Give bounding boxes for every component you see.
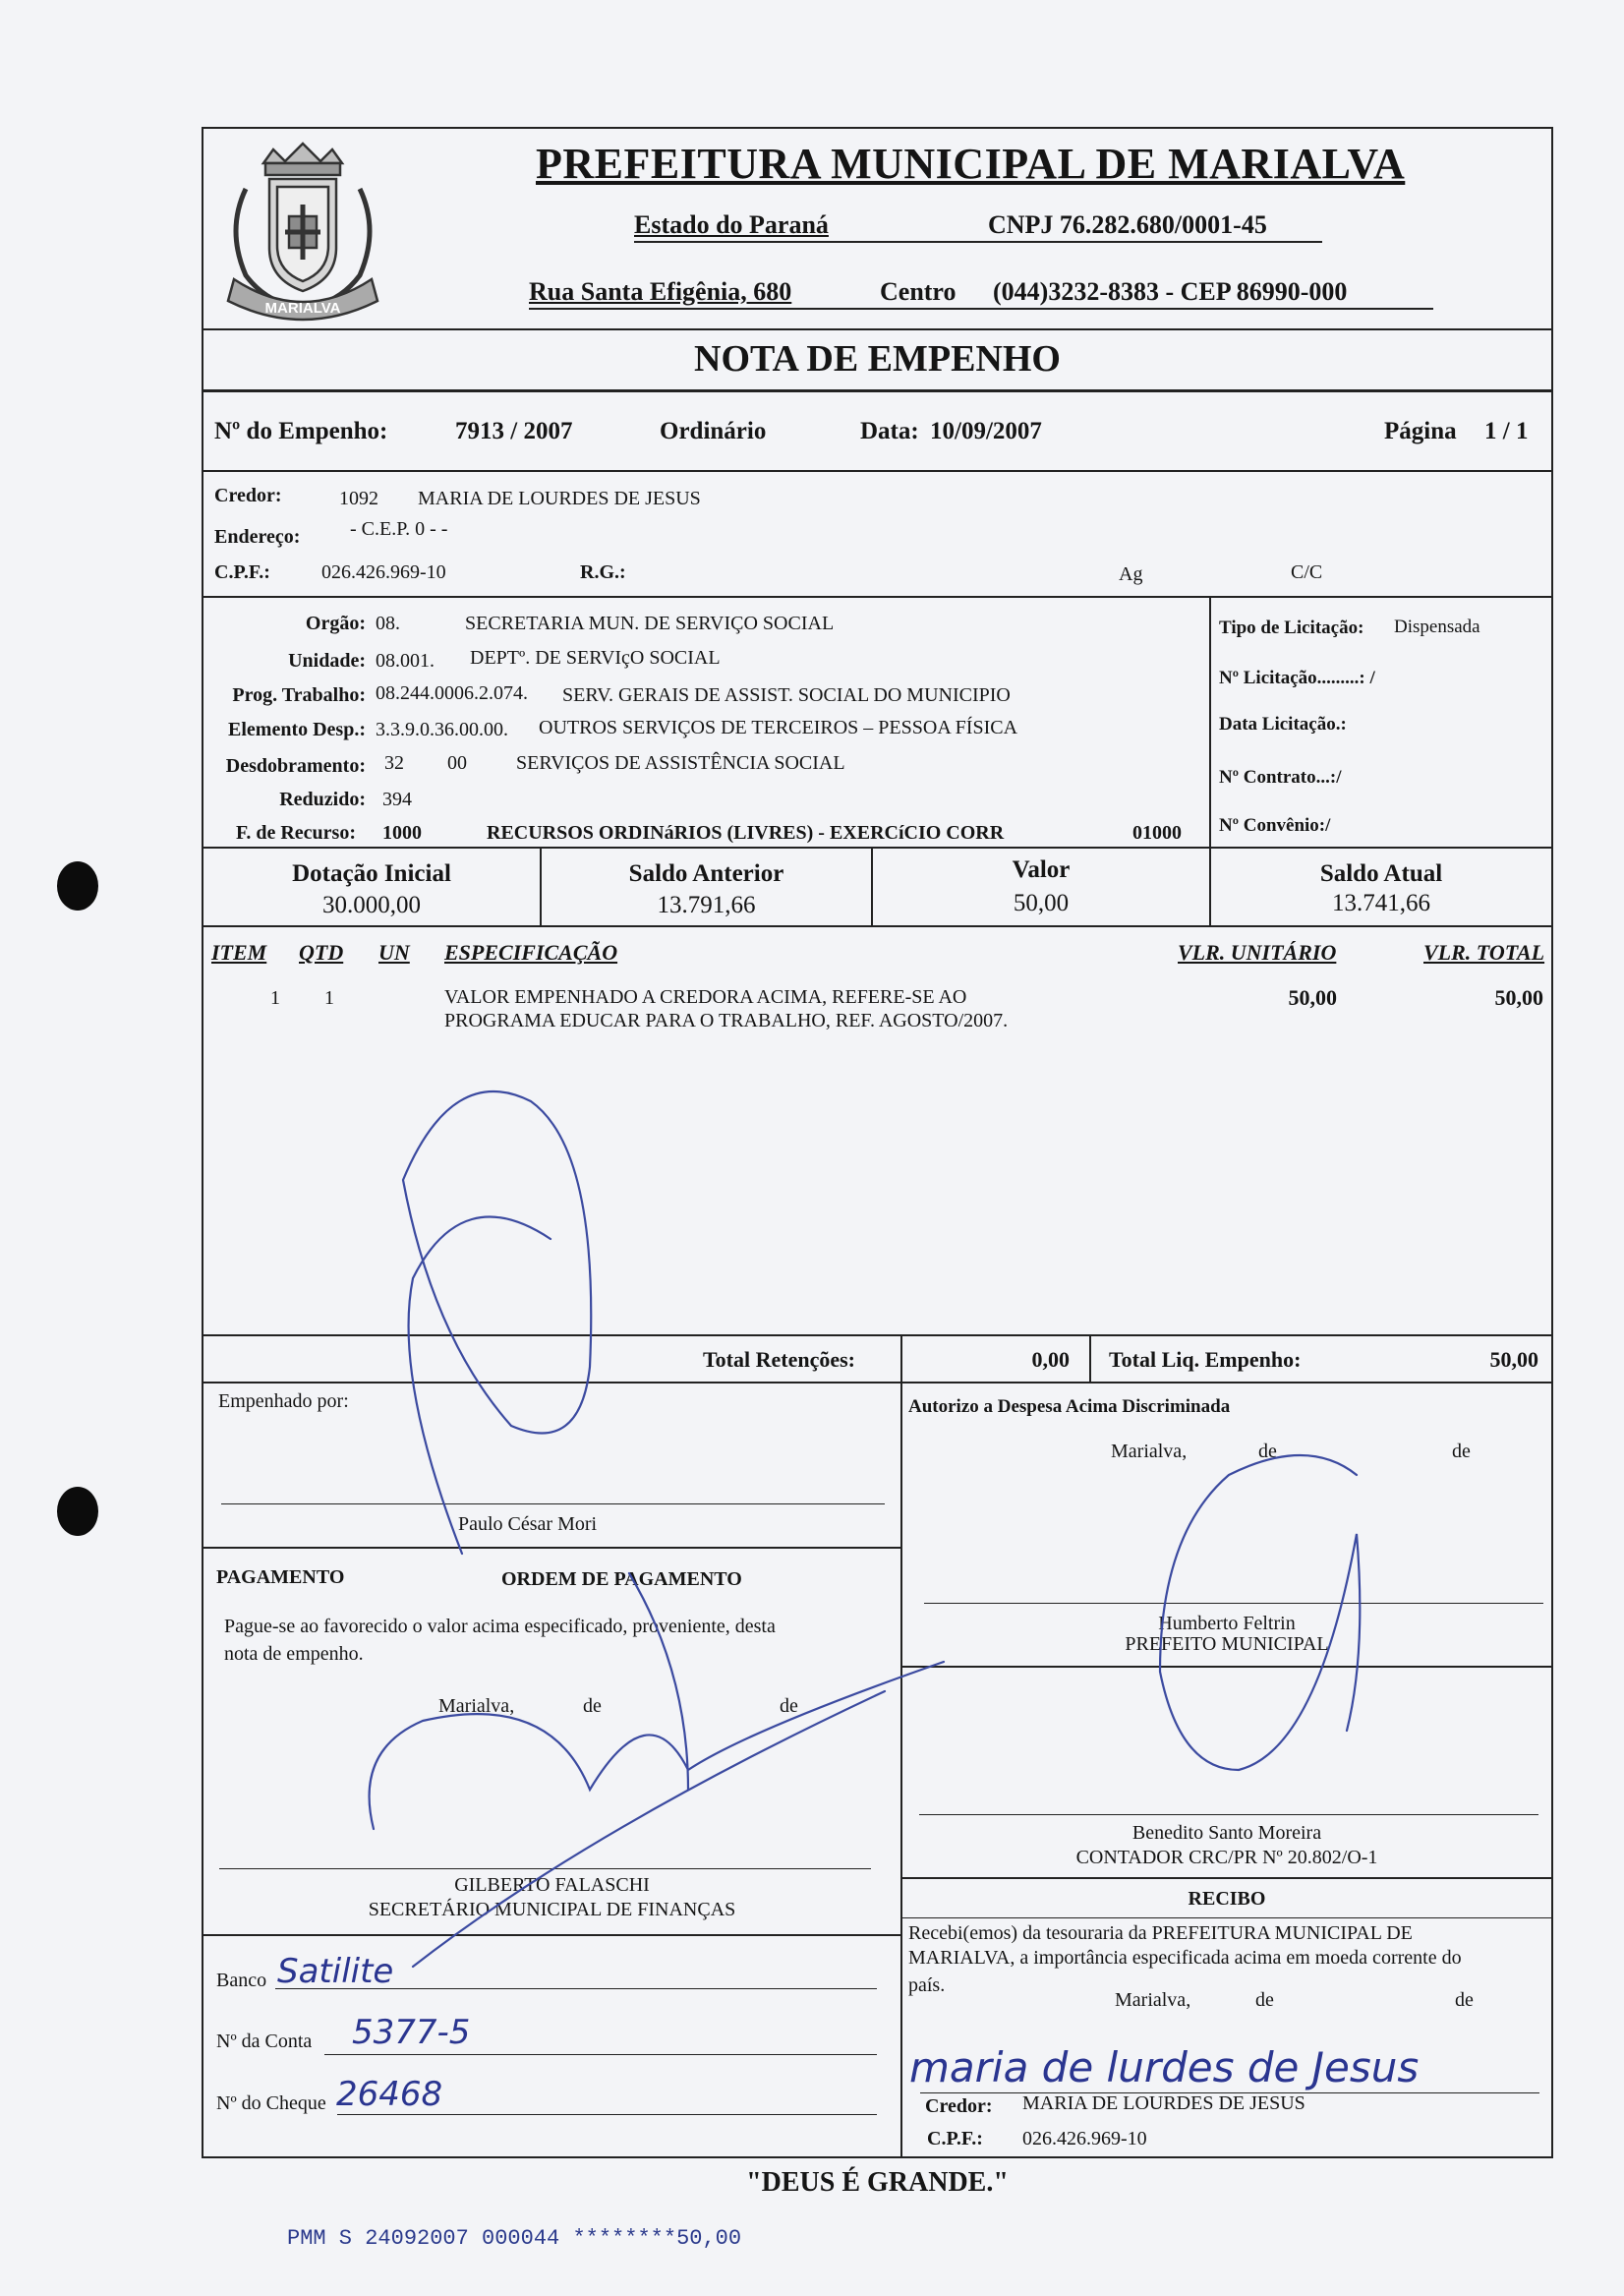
pagamento-signature-stroke [370,1573,944,1967]
banco-label: Banco [216,1970,267,1991]
orgao-label: Orgão: [305,613,366,634]
contrato-number: Nº Contrato...:/ [1219,767,1342,788]
item-number: 1 [270,987,280,1009]
reduzido-value: 394 [382,789,412,810]
pagamento-de1: de [583,1695,602,1717]
prefeito-name: Humberto Feltrin [1158,1613,1296,1634]
contador-title: CONTADOR CRC/PR Nº 20.802/O-1 [1075,1847,1378,1868]
items-header-unit: VLR. UNITÁRIO [1178,940,1337,965]
item-qtd: 1 [324,987,334,1009]
dotacao-inicial-label: Dotação Inicial [292,860,451,887]
pagamento-de2: de [780,1695,798,1717]
document-title: NOTA DE EMPENHO [694,338,1061,380]
footer-motto: "DEUS É GRANDE." [746,2167,1009,2198]
item-spec-line2: PROGRAMA EDUCAR PARA O TRABALHO, REF. AGOSTO/2007. [444,1010,1009,1031]
recibo-line3: país. [908,1974,946,1996]
cc-label: C/C [1291,561,1323,583]
dotacao-inicial-value: 30.000,00 [322,892,421,918]
empenhado-signature-stroke [403,1091,591,1554]
item-spec-line1: VALOR EMPENHADO A CREDORA ACIMA, REFERE-SE AO [444,986,967,1008]
liquido-label: Total Liq. Empenho: [1109,1347,1302,1372]
recibo-line1: Recebi(emos) da tesouraria da PREFEITURA MUNICIPAL DE [908,1922,1413,1944]
pagamento-city: Marialva, [438,1695,515,1717]
recibo-credor-label: Credor: [925,2095,993,2117]
pagamento-signer-title: SECRETÁRIO MUNICIPAL DE FINANÇAS [368,1899,736,1920]
licitacao-date: Data Licitação.: [1219,714,1347,735]
rg-label: R.G.: [580,561,626,583]
credor-name: MARIA DE LOURDES DE JESUS [418,488,701,509]
prefeito-signature-stroke [1160,1455,1360,1770]
items-header-espec: ESPECIFICAÇÃO [444,940,618,965]
printer-line: PMM S 24092007 000044 ********50,00 [287,2226,742,2251]
unidade-code: 08.001. [376,650,435,672]
item-total-value: 50,00 [1494,985,1543,1010]
municipality-title: PREFEITURA MUNICIPAL DE MARIALVA [536,140,1406,188]
autorizo-city: Marialva, [1111,1441,1188,1462]
orgao-code: 08. [376,613,400,634]
page-label: Página [1384,418,1457,444]
unidade-desc: DEPTº. DE SERVIçO SOCIAL [470,647,721,669]
licitacao-type-value: Dispensada [1394,617,1480,637]
page-value: 1 / 1 [1484,418,1529,444]
recibo-credor-name: MARIA DE LOURDES DE JESUS [1022,2092,1305,2114]
autorizo-label: Autorizo a Despesa Acima Discriminada [908,1396,1231,1417]
autorizo-de1: de [1258,1441,1277,1462]
phone-cep: (044)3232-8383 - CEP 86990-000 [993,277,1348,306]
elemento-label: Elemento Desp.: [228,719,366,740]
desdobramento-desc: SERVIÇOS DE ASSISTÊNCIA SOCIAL [516,752,845,774]
desdobramento-label: Desdobramento: [225,755,366,777]
unidade-label: Unidade: [288,650,366,672]
valor-label: Valor [1012,856,1071,883]
recibo-de2: de [1455,1989,1474,2011]
neighborhood: Centro [880,277,957,306]
state-name: Estado do Paraná [634,210,829,239]
saldo-anterior-value: 13.791,66 [657,892,756,918]
recibo-de1: de [1255,1989,1274,2011]
empenho-number: 7913 / 2007 [455,418,573,444]
licitacao-type-label: Tipo de Licitação: [1219,618,1364,638]
saldo-anterior-label: Saldo Anterior [628,860,784,887]
reduzido-label: Reduzido: [279,789,366,810]
retencoes-label: Total Retenções: [703,1347,855,1372]
elemento-code: 3.3.9.0.36.00.00. [376,719,508,740]
recibo-signature: maria de lurdes de Jesus [909,2043,1420,2091]
svg-text:MARIALVA: MARIALVA [264,300,341,317]
desdobramento-code2: 00 [447,752,467,774]
endereco-label: Endereço: [214,526,301,548]
ordem-pagamento-label: ORDEM DE PAGAMENTO [501,1568,742,1590]
date-label: Data: [860,418,919,444]
desdobramento-code1: 32 [384,752,404,774]
conta-value: 5377-5 [352,2013,471,2052]
saldo-atual-value: 13.741,66 [1332,890,1430,916]
cpf-label: C.P.F.: [214,561,270,583]
cpf-value: 026.426.969-10 [321,561,446,583]
recurso-code: 1000 [382,822,422,844]
credor-code: 1092 [339,488,378,509]
contador-name: Benedito Santo Moreira [1131,1822,1322,1844]
autorizo-de2: de [1452,1441,1471,1462]
retencoes-value: 0,00 [1031,1347,1070,1372]
prefeito-title: PREFEITO MUNICIPAL [1125,1633,1329,1655]
items-header-item: ITEM [211,940,267,965]
valor-value: 50,00 [1013,890,1070,916]
recibo-line2: MARIALVA, a importância especificada acima em moeda corrente do [908,1947,1462,1969]
items-header-qtd: QTD [299,940,344,965]
recibo-city: Marialva, [1115,1989,1191,2011]
empenho-number-label: Nº do Empenho: [214,418,388,444]
items-header-total: VLR. TOTAL [1423,940,1545,965]
elemento-desc: OUTROS SERVIÇOS DE TERCEIROS – PESSOA FÍSICA [539,717,1018,738]
item-unit-value: 50,00 [1288,985,1337,1010]
credor-label: Credor: [214,485,282,506]
convenio-number: Nº Convênio:/ [1219,815,1331,836]
items-header-un: UN [378,940,410,965]
prog-desc: SERV. GERAIS DE ASSIST. SOCIAL DO MUNICIPIO [562,684,1011,706]
pagamento-signer-name: GILBERTO FALASCHI [454,1874,650,1896]
ag-label: Ag [1119,563,1143,585]
recibo-cpf-value: 026.426.969-10 [1022,2128,1147,2149]
street-address: Rua Santa Efigênia, 680 [529,277,792,306]
licitacao-number: Nº Licitação.........: / [1219,668,1375,688]
recibo-cpf-label: C.P.F.: [927,2128,983,2149]
recurso-label: F. de Recurso: [235,822,356,844]
pagamento-label: PAGAMENTO [216,1566,345,1588]
recurso-code2: 01000 [1132,822,1182,844]
cnpj: CNPJ 76.282.680/0001-45 [988,210,1267,239]
saldo-atual-label: Saldo Atual [1319,860,1443,887]
pagamento-text-line1: Pague-se ao favorecido o valor acima especificado, proveniente, desta [224,1616,776,1637]
recurso-desc: RECURSOS ORDINáRIOS (LIVRES) - EXERCíCIO CORR [487,822,1005,844]
empenho-type: Ordinário [660,418,767,444]
recibo-title: RECIBO [1188,1888,1266,1910]
prog-code: 08.244.0006.2.074. [376,682,528,704]
date-value: 10/09/2007 [930,418,1042,444]
empenhado-name: Paulo César Mori [458,1513,598,1535]
prog-label: Prog. Trabalho: [232,684,366,706]
liquido-value: 50,00 [1489,1347,1538,1372]
conta-label: Nº da Conta [216,2031,313,2052]
banco-value: Satilite [277,1952,394,1991]
cheque-value: 26468 [336,2075,443,2114]
endereco-value: - C.E.P. 0 - - [350,518,448,540]
orgao-desc: SECRETARIA MUN. DE SERVIÇO SOCIAL [465,613,835,634]
pagamento-text-line2: nota de empenho. [224,1643,364,1665]
cheque-label: Nº do Cheque [216,2092,326,2114]
empenhado-label: Empenhado por: [218,1390,349,1412]
